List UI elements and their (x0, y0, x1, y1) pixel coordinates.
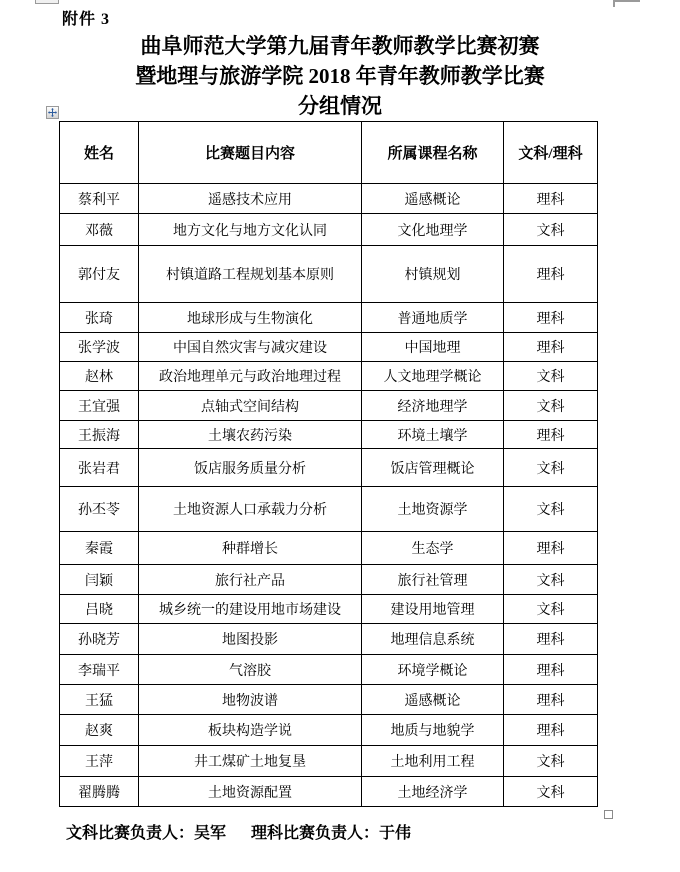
track-cell: 文科 (504, 362, 598, 391)
name-cell: 翟腾腾 (60, 777, 139, 807)
leaders-line (66, 820, 411, 843)
table-row (60, 184, 598, 214)
track-cell: 文科 (504, 595, 598, 624)
table-header-row (60, 122, 598, 184)
course-cell: 经济地理学 (362, 391, 504, 421)
track-cell: 理科 (504, 715, 598, 746)
course-cell: 普通地质学 (362, 303, 504, 333)
course-cell: 饭店管理概论 (362, 449, 504, 487)
attachment-label: 附件 3 (62, 11, 111, 28)
track-cell: 理科 (504, 685, 598, 715)
topic-cell: 土壤农药污染 (139, 421, 362, 449)
table-row (60, 362, 598, 391)
document-title (0, 31, 680, 121)
track-cell: 文科 (504, 746, 598, 777)
table-row (60, 303, 598, 333)
title-line-2: 暨地理与旅游学院 2018 年青年教师教学比赛 (135, 64, 545, 88)
track-cell: 理科 (504, 303, 598, 333)
topic-cell: 土地资源配置 (139, 777, 362, 807)
course-cell: 文化地理学 (362, 214, 504, 246)
table-row (60, 246, 598, 303)
course-cell: 地质与地貌学 (362, 715, 504, 746)
course-cell: 人文地理学概论 (362, 362, 504, 391)
track-cell: 理科 (504, 184, 598, 214)
topic-cell: 中国自然灾害与减灾建设 (139, 333, 362, 362)
table-resize-handle[interactable] (604, 810, 613, 819)
name-cell: 孙晓芳 (60, 624, 139, 655)
course-cell: 环境学概论 (362, 655, 504, 685)
clipped-ui-fragment-left (35, 0, 59, 4)
table-row (60, 487, 598, 532)
name-cell: 王宜强 (60, 391, 139, 421)
title-line-1: 曲阜师范大学第九届青年教师教学比赛初赛 (140, 34, 540, 58)
science-leader: 理科比赛负责人：于伟 (251, 825, 412, 842)
name-cell: 王振海 (60, 421, 139, 449)
topic-cell: 种群增长 (139, 532, 362, 565)
topic-cell: 地图投影 (139, 624, 362, 655)
track-cell: 文科 (504, 565, 598, 595)
course-cell: 生态学 (362, 532, 504, 565)
track-cell: 理科 (504, 421, 598, 449)
course-cell: 遥感概论 (362, 184, 504, 214)
course-cell: 土地利用工程 (362, 746, 504, 777)
name-cell: 赵爽 (60, 715, 139, 746)
header-name: 姓名 (60, 122, 139, 184)
table-row (60, 595, 598, 624)
topic-cell: 遥感技术应用 (139, 184, 362, 214)
move-arrows-icon (48, 108, 57, 117)
name-cell: 王猛 (60, 685, 139, 715)
track-cell: 文科 (504, 487, 598, 532)
track-cell: 理科 (504, 532, 598, 565)
track-cell: 理科 (504, 246, 598, 303)
grouping-table (59, 121, 598, 807)
track-cell: 理科 (504, 624, 598, 655)
name-cell: 闫颖 (60, 565, 139, 595)
track-cell: 文科 (504, 777, 598, 807)
track-cell: 文科 (504, 391, 598, 421)
clipped-ui-fragment-right (613, 0, 640, 7)
name-cell: 李瑞平 (60, 655, 139, 685)
topic-cell: 旅行社产品 (139, 565, 362, 595)
course-cell: 旅行社管理 (362, 565, 504, 595)
topic-cell: 城乡统一的建设用地市场建设 (139, 595, 362, 624)
table-row (60, 624, 598, 655)
header-course: 所属课程名称 (362, 122, 504, 184)
course-cell: 土地资源学 (362, 487, 504, 532)
name-cell: 张学波 (60, 333, 139, 362)
track-cell: 理科 (504, 655, 598, 685)
table-row (60, 746, 598, 777)
topic-cell: 饭店服务质量分析 (139, 449, 362, 487)
name-cell: 张琦 (60, 303, 139, 333)
course-cell: 村镇规划 (362, 246, 504, 303)
name-cell: 孙丕苓 (60, 487, 139, 532)
table-row (60, 685, 598, 715)
name-cell: 吕晓 (60, 595, 139, 624)
table-row (60, 391, 598, 421)
table-row (60, 333, 598, 362)
topic-cell: 板块构造学说 (139, 715, 362, 746)
table-row (60, 421, 598, 449)
course-cell: 土地经济学 (362, 777, 504, 807)
table-row (60, 655, 598, 685)
course-cell: 建设用地管理 (362, 595, 504, 624)
topic-cell: 点轴式空间结构 (139, 391, 362, 421)
topic-cell: 井工煤矿土地复垦 (139, 746, 362, 777)
track-cell: 文科 (504, 214, 598, 246)
topic-cell: 气溶胶 (139, 655, 362, 685)
table-row (60, 532, 598, 565)
track-cell: 文科 (504, 449, 598, 487)
title-line-3: 分组情况 (298, 94, 382, 118)
name-cell: 王萍 (60, 746, 139, 777)
topic-cell: 地方文化与地方文化认同 (139, 214, 362, 246)
topic-cell: 政治地理单元与政治地理过程 (139, 362, 362, 391)
header-topic: 比赛题目内容 (139, 122, 362, 184)
name-cell: 张岩君 (60, 449, 139, 487)
table-move-handle[interactable] (46, 106, 59, 119)
name-cell: 赵林 (60, 362, 139, 391)
table-row (60, 715, 598, 746)
name-cell: 蔡利平 (60, 184, 139, 214)
topic-cell: 地物波谱 (139, 685, 362, 715)
liberal-arts-leader: 文科比赛负责人：吴军 (66, 825, 227, 842)
course-cell: 地理信息系统 (362, 624, 504, 655)
course-cell: 环境土壤学 (362, 421, 504, 449)
name-cell: 秦霞 (60, 532, 139, 565)
name-cell: 郭付友 (60, 246, 139, 303)
table-row (60, 777, 598, 807)
topic-cell: 村镇道路工程规划基本原则 (139, 246, 362, 303)
track-cell: 理科 (504, 333, 598, 362)
table-row (60, 565, 598, 595)
table-row (60, 449, 598, 487)
course-cell: 中国地理 (362, 333, 504, 362)
topic-cell: 土地资源人口承载力分析 (139, 487, 362, 532)
name-cell: 邓薇 (60, 214, 139, 246)
header-track: 文科/理科 (504, 122, 598, 184)
course-cell: 遥感概论 (362, 685, 504, 715)
topic-cell: 地球形成与生物演化 (139, 303, 362, 333)
table-row (60, 214, 598, 246)
